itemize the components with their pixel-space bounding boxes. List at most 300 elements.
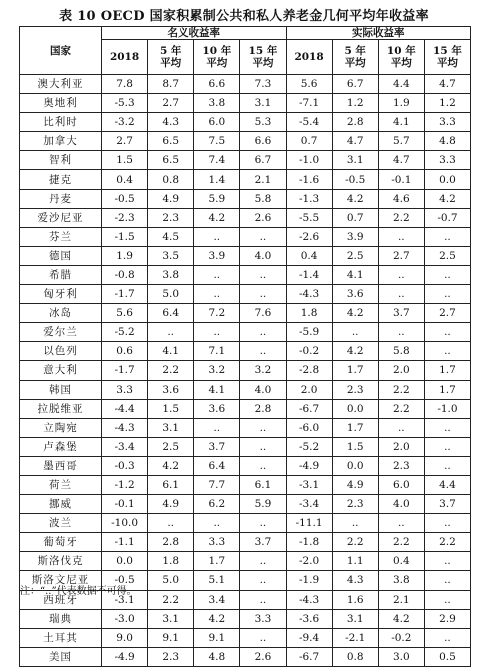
real-value-cell: 4.6 — [378, 189, 424, 208]
real-value-cell: 2.3 — [378, 456, 424, 475]
nominal-value-cell: 6.2 — [194, 495, 240, 514]
real-value-cell: 3.7 — [378, 304, 424, 323]
nominal-value-cell: -3.1 — [102, 590, 148, 609]
real-value-cell: -2.6 — [286, 227, 332, 246]
nominal-value-cell: 3.1 — [240, 94, 286, 113]
table-row — [20, 628, 471, 647]
real-value-cell: 1.8 — [286, 304, 332, 323]
real-value-cell: 4.4 — [378, 75, 424, 94]
real-value-cell: 4.7 — [378, 151, 424, 170]
nominal-value-cell: 6.6 — [194, 75, 240, 94]
real-value-cell: -2.0 — [286, 552, 332, 571]
nominal-value-cell: .. — [194, 418, 240, 437]
country-header: 国家 — [20, 27, 102, 75]
nominal-col-header: 5 年 平均 — [148, 40, 194, 75]
country-cell: 智利 — [20, 151, 102, 170]
country-cell: 德国 — [20, 246, 102, 265]
real-value-cell: .. — [378, 323, 424, 342]
nominal-value-cell: -0.5 — [102, 189, 148, 208]
nominal-value-cell: 5.3 — [240, 113, 286, 132]
real-value-cell: .. — [424, 437, 470, 456]
real-value-cell: -4.9 — [286, 456, 332, 475]
table-row — [20, 246, 471, 265]
nominal-value-cell: .. — [240, 323, 286, 342]
nominal-value-cell: 3.4 — [194, 590, 240, 609]
real-value-cell: -0.2 — [378, 628, 424, 647]
nominal-value-cell: 6.5 — [148, 132, 194, 151]
country-cell: 芬兰 — [20, 227, 102, 246]
nominal-value-cell: .. — [240, 571, 286, 590]
country-cell: 意大利 — [20, 361, 102, 380]
real-value-cell: 3.9 — [332, 227, 378, 246]
real-value-cell: -11.1 — [286, 514, 332, 533]
real-value-cell: -7.1 — [286, 94, 332, 113]
nominal-value-cell: 1.9 — [102, 246, 148, 265]
real-value-cell: 1.9 — [378, 94, 424, 113]
real-value-cell: .. — [378, 418, 424, 437]
table-row — [20, 475, 471, 494]
real-value-cell: -5.9 — [286, 323, 332, 342]
nominal-value-cell: 3.6 — [194, 399, 240, 418]
real-value-cell: 2.8 — [332, 113, 378, 132]
real-value-cell: -1.4 — [286, 265, 332, 284]
nominal-value-cell: -2.3 — [102, 208, 148, 227]
real-value-cell: -6.0 — [286, 418, 332, 437]
real-value-cell: 4.1 — [332, 265, 378, 284]
nominal-value-cell: -1.1 — [102, 533, 148, 552]
country-cell: 韩国 — [20, 380, 102, 399]
table-row — [20, 514, 471, 533]
nominal-value-cell: 2.7 — [102, 132, 148, 151]
country-cell: 立陶宛 — [20, 418, 102, 437]
real-value-cell: 1.1 — [332, 552, 378, 571]
country-cell: 匈牙利 — [20, 285, 102, 304]
real-value-cell: .. — [424, 227, 470, 246]
nominal-value-cell: 3.5 — [148, 246, 194, 265]
nominal-value-cell: .. — [240, 285, 286, 304]
real-value-cell: 3.1 — [332, 609, 378, 628]
country-cell: 波兰 — [20, 514, 102, 533]
nominal-value-cell: 7.8 — [102, 75, 148, 94]
real-value-cell: 0.7 — [332, 208, 378, 227]
real-value-cell: 4.8 — [424, 132, 470, 151]
nominal-value-cell: 5.6 — [102, 304, 148, 323]
nominal-value-cell: .. — [194, 227, 240, 246]
real-value-cell: -1.8 — [286, 533, 332, 552]
real-value-cell: 4.2 — [332, 342, 378, 361]
nominal-value-cell: 5.9 — [240, 495, 286, 514]
nominal-value-cell: 1.8 — [148, 552, 194, 571]
nominal-value-cell: -3.4 — [102, 437, 148, 456]
country-cell: 美国 — [20, 647, 102, 666]
real-value-cell: 0.0 — [332, 399, 378, 418]
nominal-col-header: 10 年 平均 — [194, 40, 240, 75]
table-row — [20, 113, 471, 132]
real-value-cell: 3.8 — [378, 571, 424, 590]
table-row — [20, 399, 471, 418]
real-col-header: 2018 — [286, 40, 332, 75]
table-row — [20, 323, 471, 342]
real-value-cell: 4.3 — [332, 571, 378, 590]
nominal-value-cell: -3.2 — [102, 113, 148, 132]
real-value-cell: 1.7 — [424, 361, 470, 380]
nominal-return-header: 名义收益率 — [102, 27, 287, 40]
real-value-cell: .. — [424, 418, 470, 437]
real-value-cell: 4.4 — [424, 475, 470, 494]
nominal-value-cell: 9.1 — [194, 628, 240, 647]
real-value-cell: -1.0 — [424, 399, 470, 418]
real-value-cell: 0.0 — [332, 456, 378, 475]
table-body — [20, 75, 471, 667]
table-row — [20, 609, 471, 628]
real-value-cell: -6.7 — [286, 647, 332, 666]
real-value-cell: 4.2 — [332, 304, 378, 323]
nominal-value-cell: .. — [240, 456, 286, 475]
nominal-value-cell: -0.5 — [102, 571, 148, 590]
real-value-cell: 2.9 — [424, 609, 470, 628]
nominal-value-cell: .. — [240, 418, 286, 437]
real-value-cell: 5.8 — [378, 342, 424, 361]
real-col-header: 5 年 平均 — [332, 40, 378, 75]
real-value-cell: 2.7 — [378, 246, 424, 265]
nominal-value-cell: 4.3 — [148, 113, 194, 132]
real-value-cell: 1.7 — [332, 361, 378, 380]
nominal-value-cell: .. — [240, 514, 286, 533]
real-value-cell: 2.2 — [378, 380, 424, 399]
real-value-cell: .. — [424, 323, 470, 342]
real-value-cell: 2.0 — [378, 437, 424, 456]
country-cell: 西班牙 — [20, 590, 102, 609]
table-title: 表 10 OECD 国家积累制公共和私人养老金几何平均年收益率 — [59, 9, 429, 24]
nominal-value-cell: 0.4 — [102, 170, 148, 189]
nominal-value-cell: 2.1 — [240, 170, 286, 189]
country-cell: 加拿大 — [20, 132, 102, 151]
real-value-cell: -1.6 — [286, 170, 332, 189]
nominal-value-cell: 1.7 — [194, 552, 240, 571]
nominal-value-cell: .. — [240, 437, 286, 456]
real-value-cell: 4.2 — [332, 189, 378, 208]
real-value-cell: 2.1 — [378, 590, 424, 609]
nominal-value-cell: 3.3 — [194, 533, 240, 552]
real-value-cell: .. — [332, 323, 378, 342]
real-value-cell: -5.2 — [286, 437, 332, 456]
real-value-cell: 1.5 — [332, 437, 378, 456]
table-row — [20, 227, 471, 246]
nominal-value-cell: 2.6 — [240, 208, 286, 227]
footnote: 注：“..”代表数据不可得。 — [20, 586, 137, 597]
real-value-cell: -5.5 — [286, 208, 332, 227]
table-row — [20, 342, 471, 361]
nominal-value-cell: .. — [240, 552, 286, 571]
country-cell: 瑞典 — [20, 609, 102, 628]
nominal-value-cell: 7.7 — [194, 475, 240, 494]
nominal-value-cell: 0.8 — [148, 170, 194, 189]
real-col-header: 10 年 平均 — [378, 40, 424, 75]
real-value-cell: 2.2 — [378, 533, 424, 552]
nominal-value-cell: -4.9 — [102, 647, 148, 666]
real-value-cell: 5.6 — [286, 75, 332, 94]
real-value-cell: .. — [424, 456, 470, 475]
nominal-value-cell: 5.0 — [148, 285, 194, 304]
nominal-value-cell: 3.1 — [148, 609, 194, 628]
real-value-cell: 2.0 — [378, 361, 424, 380]
nominal-value-cell: 7.2 — [194, 304, 240, 323]
real-value-cell: 1.2 — [332, 94, 378, 113]
real-value-cell: -1.3 — [286, 189, 332, 208]
nominal-value-cell: 4.0 — [240, 246, 286, 265]
real-value-cell: 3.6 — [332, 285, 378, 304]
nominal-value-cell: 3.1 — [148, 418, 194, 437]
real-value-cell: 3.3 — [424, 113, 470, 132]
real-value-cell: -3.6 — [286, 609, 332, 628]
country-cell: 澳大利亚 — [20, 75, 102, 94]
real-value-cell: 2.0 — [286, 380, 332, 399]
real-value-cell: -2.1 — [332, 628, 378, 647]
nominal-value-cell: .. — [194, 285, 240, 304]
nominal-value-cell: 6.1 — [240, 475, 286, 494]
real-value-cell: 3.7 — [424, 495, 470, 514]
nominal-value-cell: -0.1 — [102, 495, 148, 514]
nominal-value-cell: 5.1 — [194, 571, 240, 590]
country-cell: 挪威 — [20, 495, 102, 514]
nominal-value-cell: -5.2 — [102, 323, 148, 342]
nominal-value-cell: -1.5 — [102, 227, 148, 246]
table-row — [20, 456, 471, 475]
nominal-value-cell: 2.3 — [148, 647, 194, 666]
real-value-cell: -4.3 — [286, 285, 332, 304]
real-value-cell: 4.1 — [378, 113, 424, 132]
table-row — [20, 151, 471, 170]
real-value-cell: 2.5 — [332, 246, 378, 265]
real-value-cell: 6.0 — [378, 475, 424, 494]
nominal-value-cell: 3.2 — [240, 361, 286, 380]
table-row — [20, 552, 471, 571]
table-row — [20, 94, 471, 113]
real-value-cell: 4.0 — [378, 495, 424, 514]
real-value-cell: .. — [378, 514, 424, 533]
country-cell: 荷兰 — [20, 475, 102, 494]
real-value-cell: .. — [424, 590, 470, 609]
country-cell: 斯洛伐克 — [20, 552, 102, 571]
real-value-cell: 2.3 — [332, 380, 378, 399]
nominal-col-header: 15 年 平均 — [240, 40, 286, 75]
nominal-value-cell: -1.2 — [102, 475, 148, 494]
country-cell: 希腊 — [20, 265, 102, 284]
real-value-cell: .. — [424, 571, 470, 590]
nominal-value-cell: 3.7 — [240, 533, 286, 552]
nominal-value-cell: 0.6 — [102, 342, 148, 361]
nominal-value-cell: -3.0 — [102, 609, 148, 628]
country-cell: 斯洛文尼亚 — [20, 571, 102, 590]
nominal-value-cell: 3.8 — [194, 94, 240, 113]
nominal-value-cell: 6.7 — [240, 151, 286, 170]
nominal-value-cell: .. — [148, 323, 194, 342]
real-value-cell: -2.8 — [286, 361, 332, 380]
real-value-cell: .. — [424, 514, 470, 533]
real-value-cell: 3.0 — [378, 647, 424, 666]
nominal-value-cell: 1.4 — [194, 170, 240, 189]
nominal-value-cell: .. — [194, 323, 240, 342]
country-cell: 墨西哥 — [20, 456, 102, 475]
country-cell: 奥地利 — [20, 94, 102, 113]
real-value-cell: 4.7 — [332, 132, 378, 151]
real-value-cell: .. — [332, 514, 378, 533]
nominal-value-cell: 6.1 — [148, 475, 194, 494]
table-row — [20, 380, 471, 399]
nominal-value-cell: 4.5 — [148, 227, 194, 246]
table-row — [20, 304, 471, 323]
table-row — [20, 132, 471, 151]
table-row — [20, 208, 471, 227]
table-row — [20, 285, 471, 304]
nominal-value-cell: 2.8 — [148, 533, 194, 552]
country-cell: 葡萄牙 — [20, 533, 102, 552]
real-value-cell: 4.7 — [424, 75, 470, 94]
nominal-value-cell: -5.3 — [102, 94, 148, 113]
nominal-value-cell: 7.3 — [240, 75, 286, 94]
nominal-value-cell: 2.5 — [148, 437, 194, 456]
nominal-value-cell: 2.2 — [148, 361, 194, 380]
real-value-cell: 6.7 — [332, 75, 378, 94]
nominal-value-cell: 7.5 — [194, 132, 240, 151]
real-value-cell: -3.4 — [286, 495, 332, 514]
nominal-value-cell: 4.9 — [148, 495, 194, 514]
nominal-value-cell: 7.4 — [194, 151, 240, 170]
table-row — [20, 533, 471, 552]
nominal-value-cell: .. — [240, 227, 286, 246]
real-value-cell: .. — [424, 342, 470, 361]
country-cell: 以色列 — [20, 342, 102, 361]
real-value-cell: 2.5 — [424, 246, 470, 265]
country-cell: 土耳其 — [20, 628, 102, 647]
nominal-value-cell: 3.3 — [240, 609, 286, 628]
country-cell: 爱尔兰 — [20, 323, 102, 342]
real-value-cell: 1.7 — [332, 418, 378, 437]
real-value-cell: 2.2 — [332, 533, 378, 552]
nominal-value-cell: .. — [240, 628, 286, 647]
real-value-cell: 1.2 — [424, 94, 470, 113]
nominal-value-cell: .. — [148, 514, 194, 533]
real-value-cell: -0.1 — [378, 170, 424, 189]
nominal-value-cell: 0.0 — [102, 552, 148, 571]
nominal-value-cell: 4.1 — [148, 342, 194, 361]
real-value-cell: 0.4 — [378, 552, 424, 571]
real-value-cell: 4.9 — [332, 475, 378, 494]
nominal-value-cell: 3.9 — [194, 246, 240, 265]
real-value-cell: -1.9 — [286, 571, 332, 590]
table-row — [20, 418, 471, 437]
nominal-value-cell: .. — [240, 342, 286, 361]
nominal-value-cell: .. — [240, 265, 286, 284]
pension-returns-table — [19, 26, 471, 667]
real-value-cell: -6.7 — [286, 399, 332, 418]
nominal-value-cell: -0.3 — [102, 456, 148, 475]
nominal-value-cell: -0.8 — [102, 265, 148, 284]
country-cell: 捷克 — [20, 170, 102, 189]
real-value-cell: -9.4 — [286, 628, 332, 647]
real-value-cell: 4.2 — [424, 189, 470, 208]
real-value-cell: .. — [424, 265, 470, 284]
table-row — [20, 170, 471, 189]
nominal-value-cell: 2.2 — [148, 590, 194, 609]
nominal-value-cell: 4.2 — [194, 609, 240, 628]
real-value-cell: 3.1 — [332, 151, 378, 170]
nominal-value-cell: 2.3 — [148, 208, 194, 227]
real-col-header: 15 年 平均 — [424, 40, 470, 75]
nominal-value-cell: 3.8 — [148, 265, 194, 284]
nominal-value-cell: 2.6 — [240, 647, 286, 666]
real-return-header: 实际收益率 — [286, 27, 471, 40]
country-cell: 冰岛 — [20, 304, 102, 323]
nominal-value-cell: 6.4 — [194, 456, 240, 475]
real-value-cell: -1.0 — [286, 151, 332, 170]
real-value-cell: 1.6 — [332, 590, 378, 609]
real-value-cell: 2.3 — [332, 495, 378, 514]
nominal-value-cell: 5.9 — [194, 189, 240, 208]
table-row — [20, 495, 471, 514]
nominal-value-cell: 6.0 — [194, 113, 240, 132]
nominal-value-cell: 2.7 — [148, 94, 194, 113]
table-row — [20, 75, 471, 94]
nominal-value-cell: 9.1 — [148, 628, 194, 647]
country-cell: 卢森堡 — [20, 437, 102, 456]
table-row — [20, 189, 471, 208]
nominal-value-cell: 6.5 — [148, 151, 194, 170]
real-value-cell: 2.2 — [378, 399, 424, 418]
real-value-cell: 0.4 — [286, 246, 332, 265]
nominal-value-cell: 7.1 — [194, 342, 240, 361]
real-value-cell: -0.2 — [286, 342, 332, 361]
real-value-cell: 4.2 — [378, 609, 424, 628]
real-value-cell: .. — [378, 265, 424, 284]
nominal-value-cell: -10.0 — [102, 514, 148, 533]
nominal-value-cell: 4.9 — [148, 189, 194, 208]
nominal-value-cell: 5.0 — [148, 571, 194, 590]
real-value-cell: 2.7 — [424, 304, 470, 323]
nominal-value-cell: 7.6 — [240, 304, 286, 323]
nominal-value-cell: -1.7 — [102, 361, 148, 380]
country-cell: 爱沙尼亚 — [20, 208, 102, 227]
nominal-value-cell: .. — [240, 590, 286, 609]
real-value-cell: 0.5 — [424, 647, 470, 666]
real-value-cell: .. — [424, 552, 470, 571]
real-value-cell: 2.2 — [378, 208, 424, 227]
nominal-value-cell: 1.5 — [148, 399, 194, 418]
nominal-value-cell: -4.3 — [102, 418, 148, 437]
nominal-value-cell: 8.7 — [148, 75, 194, 94]
nominal-value-cell: 4.8 — [194, 647, 240, 666]
table-row — [20, 647, 471, 666]
real-value-cell: .. — [424, 285, 470, 304]
real-value-cell: -4.3 — [286, 590, 332, 609]
real-value-cell: -0.7 — [424, 208, 470, 227]
country-cell: 丹麦 — [20, 189, 102, 208]
table-row — [20, 437, 471, 456]
real-value-cell: 0.7 — [286, 132, 332, 151]
nominal-value-cell: -4.4 — [102, 399, 148, 418]
table-row — [20, 361, 471, 380]
nominal-value-cell: 6.6 — [240, 132, 286, 151]
real-value-cell: .. — [424, 628, 470, 647]
nominal-value-cell: 6.4 — [148, 304, 194, 323]
nominal-value-cell: 4.1 — [194, 380, 240, 399]
real-value-cell: 1.7 — [424, 380, 470, 399]
nominal-value-cell: 3.7 — [194, 437, 240, 456]
country-cell: 比利时 — [20, 113, 102, 132]
real-value-cell: 0.8 — [332, 647, 378, 666]
nominal-value-cell: 1.5 — [102, 151, 148, 170]
real-value-cell: 5.7 — [378, 132, 424, 151]
